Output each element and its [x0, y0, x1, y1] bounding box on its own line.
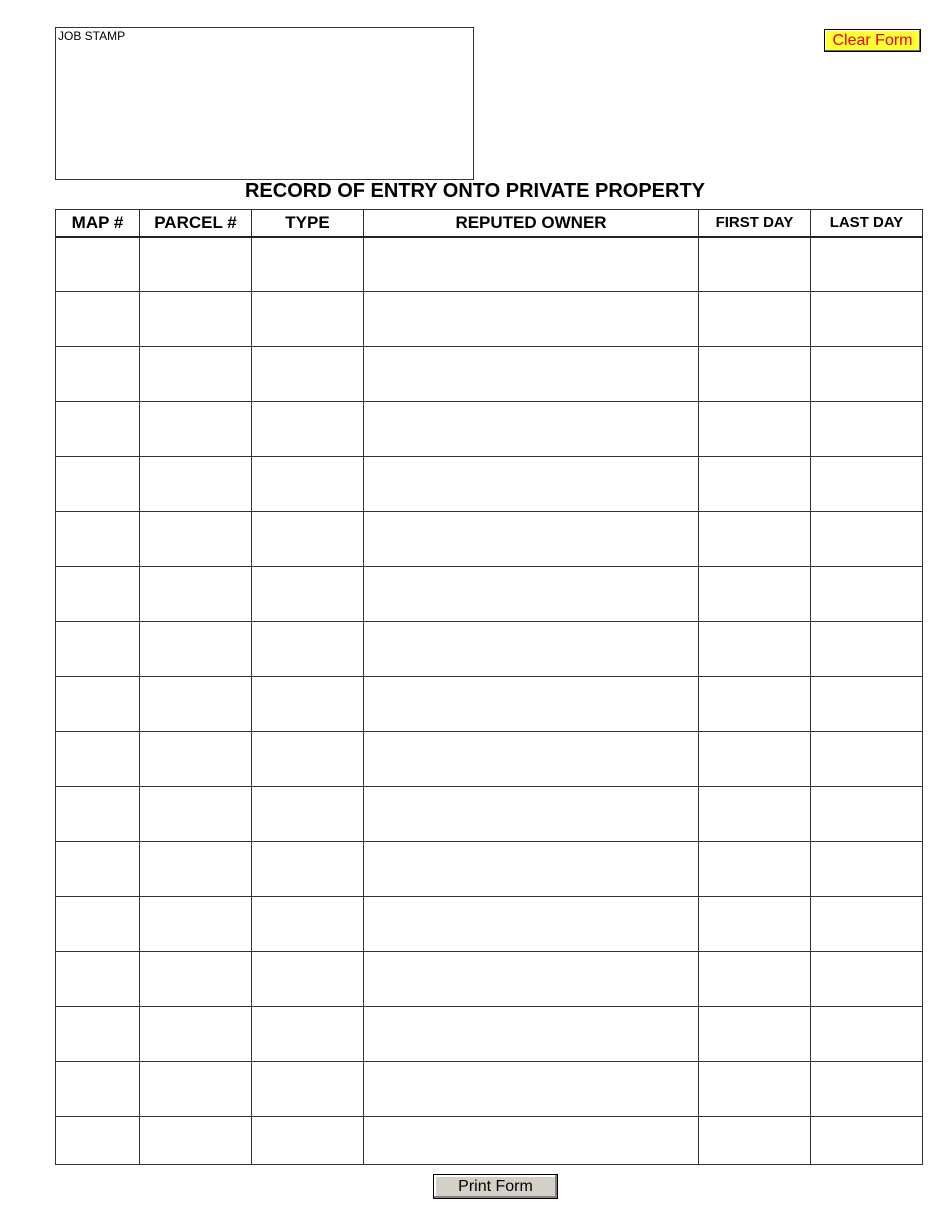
parcel-number-field[interactable] — [140, 1062, 252, 1117]
map-number-field[interactable] — [56, 897, 140, 952]
map-number-field[interactable] — [56, 512, 140, 567]
table-row — [56, 842, 923, 897]
type-field[interactable] — [252, 732, 364, 787]
parcel-number-field[interactable] — [140, 952, 252, 1007]
type-field[interactable] — [252, 897, 364, 952]
map-number-field[interactable] — [56, 347, 140, 402]
reputed-owner-field[interactable] — [364, 787, 699, 842]
last-day-field[interactable] — [811, 622, 923, 677]
table-row — [56, 1007, 923, 1062]
table-row — [56, 1117, 923, 1165]
map-number-field[interactable] — [56, 677, 140, 732]
reputed-owner-field[interactable] — [364, 347, 699, 402]
map-number-field[interactable] — [56, 292, 140, 347]
first-day-field[interactable] — [699, 622, 811, 677]
type-field[interactable] — [252, 237, 364, 292]
last-day-field[interactable] — [811, 237, 923, 292]
reputed-owner-field[interactable] — [364, 842, 699, 897]
parcel-number-field[interactable] — [140, 237, 252, 292]
first-day-field[interactable] — [699, 897, 811, 952]
first-day-field[interactable] — [699, 237, 811, 292]
table-row — [56, 457, 923, 512]
last-day-field[interactable] — [811, 787, 923, 842]
column-header-parcel: PARCEL # — [140, 210, 252, 237]
parcel-number-field[interactable] — [140, 787, 252, 842]
first-day-field[interactable] — [699, 1007, 811, 1062]
reputed-owner-field[interactable] — [364, 897, 699, 952]
last-day-field[interactable] — [811, 1062, 923, 1117]
first-day-field[interactable] — [699, 457, 811, 512]
map-number-field[interactable] — [56, 237, 140, 292]
table-row — [56, 677, 923, 732]
type-field[interactable] — [252, 512, 364, 567]
parcel-number-field[interactable] — [140, 347, 252, 402]
map-number-field[interactable] — [56, 1117, 140, 1165]
record-table — [55, 209, 923, 1165]
column-header-last-day: LAST DAY — [811, 210, 923, 237]
map-number-field[interactable] — [56, 457, 140, 512]
print-form-button[interactable]: Print Form — [433, 1174, 558, 1199]
type-field[interactable] — [252, 457, 364, 512]
map-number-field[interactable] — [56, 732, 140, 787]
type-field[interactable] — [252, 1062, 364, 1117]
table-row — [56, 622, 923, 677]
last-day-field[interactable] — [811, 567, 923, 622]
table-row — [56, 237, 923, 292]
reputed-owner-field[interactable] — [364, 457, 699, 512]
map-number-field[interactable] — [56, 952, 140, 1007]
first-day-field[interactable] — [699, 512, 811, 567]
table-row — [56, 732, 923, 787]
type-field[interactable] — [252, 952, 364, 1007]
parcel-number-field[interactable] — [140, 842, 252, 897]
map-number-field[interactable] — [56, 622, 140, 677]
last-day-field[interactable] — [811, 1117, 923, 1165]
table-row — [56, 952, 923, 1007]
reputed-owner-field[interactable] — [364, 1117, 699, 1165]
first-day-field[interactable] — [699, 402, 811, 457]
type-field[interactable] — [252, 622, 364, 677]
parcel-number-field[interactable] — [140, 622, 252, 677]
reputed-owner-field[interactable] — [364, 677, 699, 732]
last-day-field[interactable] — [811, 1007, 923, 1062]
table-row — [56, 1062, 923, 1117]
column-header-map: MAP # — [56, 210, 140, 237]
reputed-owner-field[interactable] — [364, 622, 699, 677]
first-day-field[interactable] — [699, 677, 811, 732]
reputed-owner-field[interactable] — [364, 1062, 699, 1117]
type-field[interactable] — [252, 677, 364, 732]
parcel-number-field[interactable] — [140, 732, 252, 787]
job-stamp-box — [55, 27, 474, 180]
parcel-number-field[interactable] — [140, 292, 252, 347]
clear-form-button[interactable]: Clear Form — [824, 29, 921, 52]
table-row — [56, 897, 923, 952]
first-day-field[interactable] — [699, 952, 811, 1007]
first-day-field[interactable] — [699, 732, 811, 787]
type-field[interactable] — [252, 292, 364, 347]
reputed-owner-field[interactable] — [364, 402, 699, 457]
first-day-field[interactable] — [699, 1062, 811, 1117]
type-field[interactable] — [252, 567, 364, 622]
last-day-field[interactable] — [811, 952, 923, 1007]
parcel-number-field[interactable] — [140, 897, 252, 952]
last-day-field[interactable] — [811, 897, 923, 952]
reputed-owner-field[interactable] — [364, 237, 699, 292]
column-header-type: TYPE — [252, 210, 364, 237]
parcel-number-field[interactable] — [140, 1117, 252, 1165]
table-row — [56, 347, 923, 402]
map-number-field[interactable] — [56, 567, 140, 622]
type-field[interactable] — [252, 402, 364, 457]
reputed-owner-field[interactable] — [364, 292, 699, 347]
table-row — [56, 402, 923, 457]
reputed-owner-field[interactable] — [364, 1007, 699, 1062]
first-day-field[interactable] — [699, 347, 811, 402]
table-row — [56, 787, 923, 842]
reputed-owner-field[interactable] — [364, 567, 699, 622]
last-day-field[interactable] — [811, 402, 923, 457]
last-day-field[interactable] — [811, 677, 923, 732]
reputed-owner-field[interactable] — [364, 952, 699, 1007]
map-number-field[interactable] — [56, 402, 140, 457]
table-row — [56, 567, 923, 622]
column-header-first-day: FIRST DAY — [699, 210, 811, 237]
last-day-field[interactable] — [811, 732, 923, 787]
first-day-field[interactable] — [699, 292, 811, 347]
table-header-row — [56, 210, 923, 237]
last-day-field[interactable] — [811, 292, 923, 347]
map-number-field[interactable] — [56, 842, 140, 897]
type-field[interactable] — [252, 347, 364, 402]
reputed-owner-field[interactable] — [364, 512, 699, 567]
table-row — [56, 512, 923, 567]
parcel-number-field[interactable] — [140, 1007, 252, 1062]
first-day-field[interactable] — [699, 787, 811, 842]
record-table-body — [56, 237, 923, 1165]
first-day-field[interactable] — [699, 1117, 811, 1165]
map-number-field[interactable] — [56, 787, 140, 842]
parcel-number-field[interactable] — [140, 567, 252, 622]
last-day-field[interactable] — [811, 512, 923, 567]
type-field[interactable] — [252, 787, 364, 842]
last-day-field[interactable] — [811, 457, 923, 512]
table-row — [56, 292, 923, 347]
reputed-owner-field[interactable] — [364, 732, 699, 787]
column-header-reputed-owner: REPUTED OWNER — [364, 210, 699, 237]
parcel-number-field[interactable] — [140, 677, 252, 732]
last-day-field[interactable] — [811, 347, 923, 402]
map-number-field[interactable] — [56, 1007, 140, 1062]
parcel-number-field[interactable] — [140, 512, 252, 567]
first-day-field[interactable] — [699, 567, 811, 622]
type-field[interactable] — [252, 842, 364, 897]
form-title: RECORD OF ENTRY ONTO PRIVATE PROPERTY — [244, 180, 706, 202]
job-stamp-label: JOB STAMP — [58, 29, 126, 43]
first-day-field[interactable] — [699, 842, 811, 897]
type-field[interactable] — [252, 1117, 364, 1165]
last-day-field[interactable] — [811, 842, 923, 897]
parcel-number-field[interactable] — [140, 402, 252, 457]
type-field[interactable] — [252, 1007, 364, 1062]
parcel-number-field[interactable] — [140, 457, 252, 512]
map-number-field[interactable] — [56, 1062, 140, 1117]
